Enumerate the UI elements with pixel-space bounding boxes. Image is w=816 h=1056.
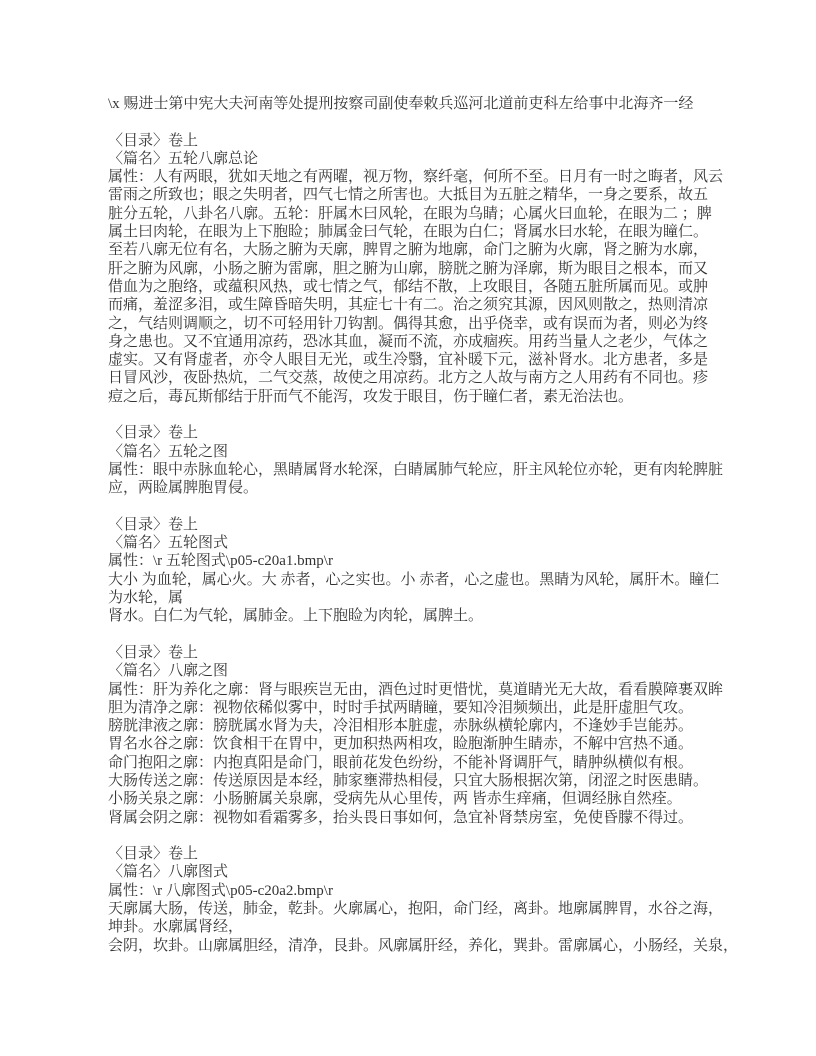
- section-body: [108, 552, 720, 625]
- section-body-line: 属性：眼中赤脉血轮心，黑睛属肾水轮深，白睛属肺气轮应，肝主风轮位亦轮，更有肉轮脾脏: [108, 461, 724, 478]
- section-body-line: 为水轮，属: [108, 590, 184, 607]
- section-body-line: 至若八廓无位有名，大肠之腑为天廓，脾胃之腑为地廓，命门之腑为火廓，肾之腑为水廓，: [108, 242, 709, 259]
- section-body-line: 天廓属大肠，传送，肺金，乾卦。火廓属心，抱阳，命门经，离卦。地廓属脾胃，水谷之海，: [108, 901, 724, 918]
- section-body-line: 大小 为血轮，属心火。大 赤者，心之实也。小 赤者，心之虚也。黑睛为风轮，属肝木。瞳仁: [108, 571, 720, 588]
- section-body: [108, 168, 724, 406]
- section-title-line: 〈篇名〉五轮图式: [108, 535, 229, 552]
- section-body-line: 肾属会阴之廓：视物如看霜雾多，抬头畏日事如何，急宜补肾禁房室，免使昏朦不得过。: [108, 809, 694, 826]
- section-toc-line: 〈目录〉卷上: [108, 516, 199, 533]
- document-section: [108, 845, 739, 955]
- section-title-line: 〈篇名〉五轮八廓总论: [108, 150, 259, 167]
- section-body-line: 雷雨之所致也；眼之失明者，四气七情之所害也。大抵目为五脏之精华，一身之要系，故五: [108, 187, 709, 204]
- section-body: [108, 882, 739, 955]
- section-body-line: 肝之腑为风廓，小肠之腑为雷廓，胆之腑为山廓，膀胱之腑为泽廓，斯为眼目之根本，而又: [108, 260, 709, 277]
- section-toc-line: 〈目录〉卷上: [108, 425, 199, 442]
- section-body: [108, 461, 724, 498]
- section-body-line: 虚实。又有肾虚者，亦令人眼目无光，或生冷翳，宜补暖下元，滋补肾水。北方患者，多是: [108, 352, 709, 369]
- section-body-line: 小肠关泉之廓：小肠腑属关泉廓，受病先从心里传，两 皆赤生痒痛，但调经脉自然痊。: [108, 791, 682, 808]
- section-toc-line: 〈目录〉卷上: [108, 846, 199, 863]
- section-body-line: 借血为之胞络，或蕴积风热，或七情之气，郁结不散，上攻眼目，各随五脏所属而见。或肿: [108, 278, 709, 295]
- section-body-line: 命门抱阳之廓：内抱真阳是命门，眼前花发色纷纷，不能补肾调肝气，睛肿纵横似有根。: [108, 754, 694, 771]
- section-body-line: 属性：人有两眼，犹如天地之有两曜，视万物，察纤毫，何所不至。日月有一时之晦者，风云: [108, 169, 724, 186]
- document-header-line: \x 赐进士第中宪大夫河南等处提刑按察司副使奉敕兵巡河北道前吏科左给事中北海齐一经: [108, 96, 694, 112]
- section-body-line: 属土曰肉轮，在眼为上下胞睑；肺属金曰气轮，在眼为白仁；肾属水曰水轮，在眼为瞳仁。: [108, 224, 709, 241]
- section-body-line: 属性：\r 五轮图式\p05-c20a1.bmp\r: [108, 553, 333, 570]
- document-section: [108, 132, 724, 406]
- section-body-line: 大肠传送之廓：传送原因是本经，肺家壅滞热相侵，只宜大肠根据次第，闭涩之时医患睛。: [108, 772, 709, 789]
- section-body-line: 会阴，坎卦。山廓属胆经，清净，艮卦。风廓属肝经，养化，巽卦。雷廓属心，小肠经，关泉，: [108, 937, 739, 954]
- section-body-line: 应，两睑属脾胞胃侵。: [108, 480, 259, 497]
- section-body-line: 膀胱津液之廓：膀胱属水肾为夫，冷泪相形本脏虚，赤脉纵横轮廓内，不逢妙手岂能苏。: [108, 718, 694, 735]
- document-section: [108, 424, 724, 497]
- section-title-line: 〈篇名〉八廓之图: [108, 663, 229, 680]
- document-sections: [108, 132, 739, 955]
- section-body: [108, 681, 724, 827]
- section-title-line: 〈篇名〉八廓图式: [108, 864, 229, 881]
- section-toc-line: 〈目录〉卷上: [108, 644, 199, 661]
- section-body-line: 痘之后，毒瓦斯郁结于肝而气不能泻，攻发于眼目，伤于瞳仁者，素无治法也。: [108, 388, 634, 405]
- section-body-line: 日冒风沙，夜卧热炕，二气交蒸，故使之用凉药。北方之人故与南方之人用药有不同也。疹: [108, 370, 709, 387]
- section-body-line: 而痛，羞涩多泪，或生障昏暗失明，其症七十有二。治之须究其源，因风则散之，热则清凉: [108, 297, 709, 314]
- section-body-line: 之，气结则调顺之，切不可轻用针刀钩割。偶得其愈，出乎侥幸，或有误而为者，则必为终: [108, 315, 709, 332]
- section-toc-line: 〈目录〉卷上: [108, 132, 199, 149]
- section-body-line: 胆为清净之廓：视物依稀似雾中，时时手拭两睛瞳，要知冷泪频频出，此是肝虚胆气攻。: [108, 699, 694, 716]
- section-body-line: 坤卦。水廓属肾经，: [108, 919, 244, 936]
- section-body-line: 脏分五轮，八卦名八廓。五轮：肝属木曰风轮，在眼为乌睛；心属火曰血轮，在眼为二 ；脾: [108, 205, 712, 222]
- section-body-line: 属性：肝为养化之廓：肾与眼疾岂无由，酒色过时更惜忧，莫道睛光无大故，看看膜障裹双眸: [108, 681, 724, 698]
- section-body-line: 属性：\r 八廓图式\p05-c20a2.bmp\r: [108, 882, 333, 899]
- document-section: [108, 516, 720, 626]
- section-body-line: 身之患也。又不宜通用凉药，恐冰其血，凝而不流，亦成痼疾。用药当量人之老少，气体之: [108, 333, 709, 350]
- section-body-line: 胃名水谷之廓：饮食相干在胃中，更加积热两相攻，睑胞渐肿生睛赤，不解中宫热不通。: [108, 736, 694, 753]
- section-title-line: 〈篇名〉五轮之图: [108, 443, 229, 460]
- section-body-line: 肾水。白仁为气轮，属肺金。上下胞睑为肉轮，属脾土。: [108, 608, 484, 625]
- document-section: [108, 644, 724, 827]
